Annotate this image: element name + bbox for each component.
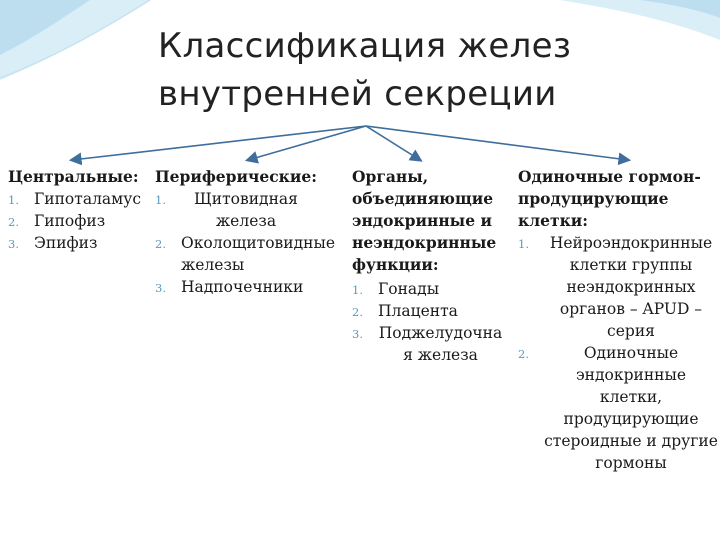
item-list bbox=[352, 278, 510, 366]
arrow-central bbox=[72, 126, 366, 160]
list-item: 1. Щитовидная железа bbox=[155, 190, 298, 230]
column-heading: Одиночные гормон-продуцирующие клетки: bbox=[518, 167, 701, 230]
column-heading: Центральные: bbox=[8, 167, 139, 186]
list-item: 2. Плацента bbox=[352, 300, 510, 322]
column-heading: Периферические: bbox=[155, 167, 317, 186]
list-number: 3. bbox=[352, 327, 363, 341]
title-line-1: Классификация желез bbox=[158, 26, 572, 66]
column-organs bbox=[352, 166, 510, 366]
list-number: 3. bbox=[155, 281, 166, 295]
list-item: 1. Гонады bbox=[352, 278, 510, 300]
column-heading: Органы, объединяющие эндокринные и неэндокринные функции: bbox=[352, 167, 497, 274]
item-list bbox=[155, 188, 350, 298]
arrow-single-cells bbox=[366, 126, 628, 160]
column-single-cells bbox=[518, 166, 718, 474]
title-line-2: внутренней секреции bbox=[158, 74, 557, 114]
list-number: 3. bbox=[8, 237, 19, 251]
list-number: 2. bbox=[518, 347, 529, 361]
list-item: 3. Поджелудочна я железа bbox=[352, 324, 503, 364]
column-peripheral bbox=[155, 166, 350, 298]
list-number: 2. bbox=[352, 305, 363, 319]
list-number: 2. bbox=[8, 215, 19, 229]
list-number: 1. bbox=[155, 193, 166, 207]
list-item: 3. Эпифиз bbox=[8, 232, 158, 254]
list-item: 3. Надпочечники bbox=[155, 276, 350, 298]
list-item: 2. Околощитовидные железы bbox=[155, 234, 335, 274]
column-central bbox=[8, 166, 158, 254]
list-item: 2. Одиночные эндокринные клетки, продуцирующие стероидные и другие гормоны bbox=[518, 344, 718, 472]
list-number: 2. bbox=[155, 237, 166, 251]
item-list bbox=[8, 188, 158, 254]
list-item: 2. Гипофиз bbox=[8, 210, 158, 232]
arrow-peripheral bbox=[248, 126, 366, 160]
list-item: 1. Нейроэндокринные клетки группы неэндокринных органов – APUD – серия bbox=[518, 234, 713, 340]
list-number: 1. bbox=[352, 283, 363, 297]
list-number: 1. bbox=[8, 193, 19, 207]
item-list bbox=[518, 232, 718, 474]
list-number: 1. bbox=[518, 237, 529, 251]
arrow-organs bbox=[366, 126, 420, 160]
list-item: 1. Гипоталамус bbox=[8, 188, 158, 210]
